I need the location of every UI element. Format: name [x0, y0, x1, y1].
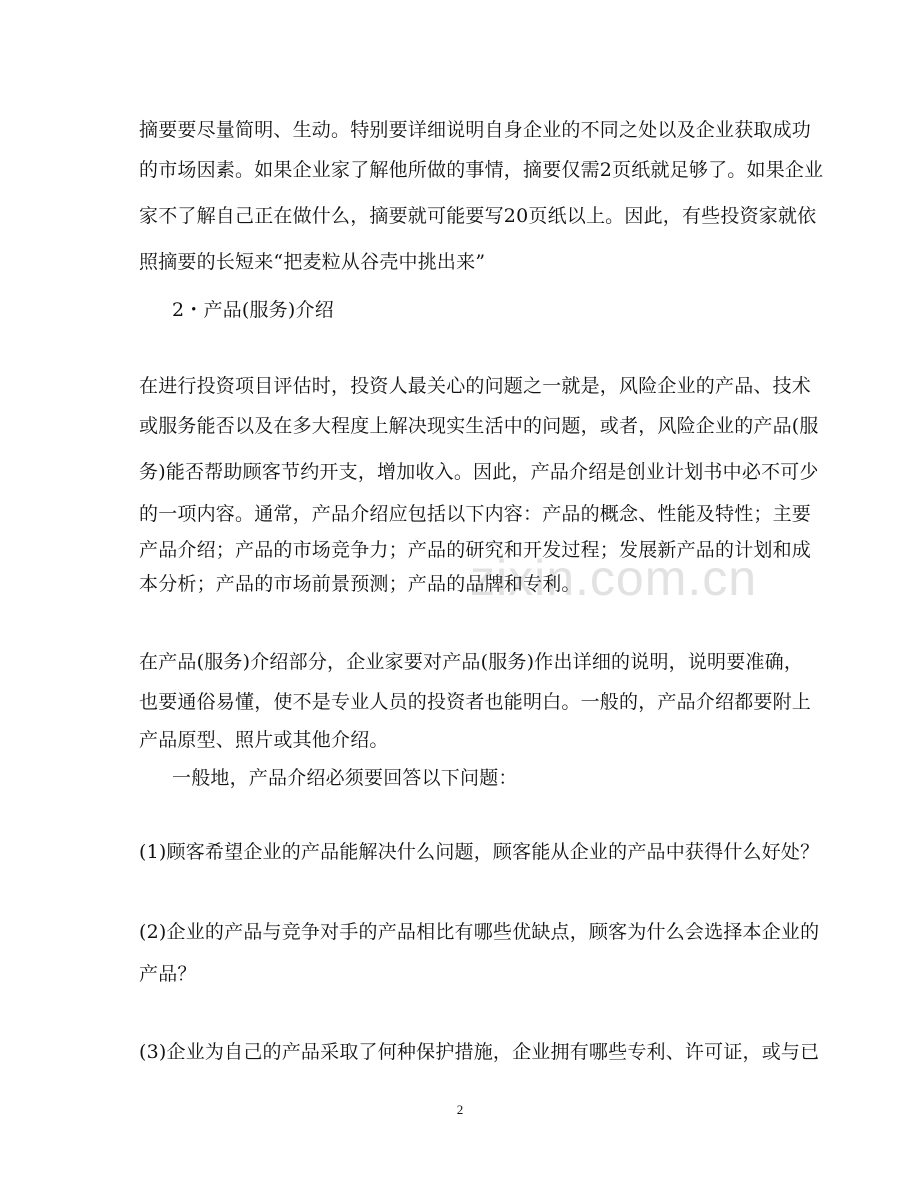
paragraph-line: 的市场因素。如果企业家了解他所做的事情，摘要仅需2页纸就足够了。如果企业 [139, 159, 824, 181]
section-heading: 2・产品(服务)介绍 [172, 299, 334, 321]
list-item-continuation: 产品？ [139, 963, 197, 985]
paragraph-line: 在进行投资项目评估时，投资人最关心的问题之一就是，风险企业的产品、技术 [139, 375, 812, 397]
paragraph-line: 也要通俗易懂，使不是专业人员的投资者也能明白。一般的，产品介绍都要附上 [139, 691, 812, 713]
watermark-text: zixin.com.cn [470, 550, 758, 606]
paragraph-line: 或服务能否以及在多大程度上解决现实生活中的问题，或者，风险企业的产品(服 [139, 415, 819, 437]
paragraph-line: 产品介绍；产品的市场竞争力；产品的研究和开发过程；发展新产品的计划和成 [139, 539, 812, 561]
paragraph-line: 在产品(服务)介绍部分，企业家要对产品(服务)作出详细的说明，说明要准确， [139, 651, 804, 673]
paragraph-line: 家不了解自己正在做什么，摘要就可能要写20页纸以上。因此，有些投资家就依 [139, 205, 817, 227]
page-number: 2 [456, 1102, 464, 1117]
paragraph-line: 照摘要的长短来“把麦粒从谷壳中挑出来” [139, 251, 486, 273]
paragraph-line: 本分析；产品的市场前景预测；产品的品牌和专利。 [139, 573, 581, 595]
paragraph-line: 产品原型、照片或其他介绍。 [139, 729, 389, 751]
list-item: (3)企业为自己的产品采取了何种保护措施，企业拥有哪些专利、许可证，或与已 [139, 1041, 820, 1063]
paragraph-line: 摘要要尽量简明、生动。特别要详细说明自身企业的不同之处以及企业获取成功 [139, 119, 812, 141]
list-item: (1)顾客希望企业的产品能解决什么问题，顾客能从企业的产品中获得什么好处？ [139, 841, 820, 863]
paragraph-line: 的一项内容。通常，产品介绍应包括以下内容：产品的概念、性能及特性；主要 [139, 503, 812, 525]
paragraph-line: 一般地，产品介绍必须要回答以下问题： [172, 767, 518, 789]
list-item: (2)企业的产品与竞争对手的产品相比有哪些优缺点，顾客为什么会选择本企业的 [139, 921, 820, 943]
paragraph-line: 务)能否帮助顾客节约开支，增加收入。因此，产品介绍是创业计划书中必不可少 [139, 461, 819, 483]
